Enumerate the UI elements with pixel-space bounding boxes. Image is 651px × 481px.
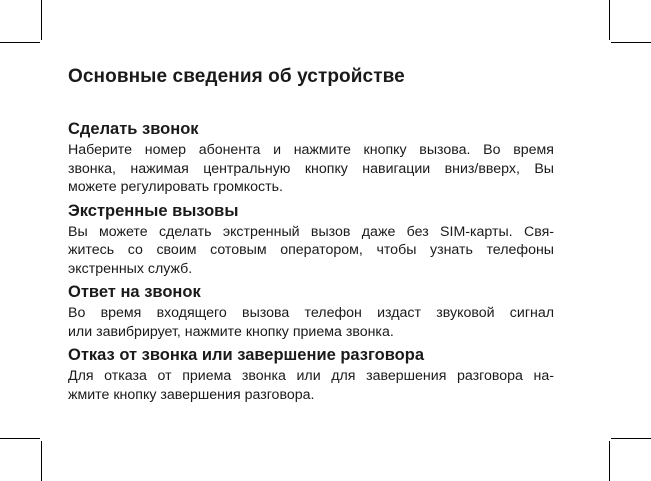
crop-mark-top-left-vertical xyxy=(41,0,42,40)
section-body xyxy=(68,304,554,341)
body-line: житесь со своим сотовым оператором, чтобы узнать телефоны xyxy=(68,242,554,258)
crop-mark-bottom-left-vertical xyxy=(41,441,42,481)
section-heading: Отказ от звонка или завершение разговора xyxy=(68,346,425,364)
section-body xyxy=(68,223,554,279)
body-line: Во время входящего вызова телефон издаст звуковой сигнал xyxy=(68,305,554,321)
section-make-call xyxy=(68,119,554,197)
section-emergency-calls xyxy=(68,201,554,279)
section-body xyxy=(68,141,554,197)
body-line: экстренных служб. xyxy=(68,260,193,277)
manual-content xyxy=(68,119,554,408)
body-line: Наберите номер абонента и нажмите кнопку вызова. Во время xyxy=(68,142,554,158)
crop-mark-top-right-horizontal xyxy=(611,42,651,43)
body-line: можете регулировать громкость. xyxy=(68,179,283,195)
crop-mark-top-right-vertical xyxy=(609,0,610,40)
section-heading: Ответ на звонок xyxy=(68,283,201,301)
body-line: или завибрирует, нажмите кнопку приема звонка. xyxy=(68,323,394,340)
section-body xyxy=(68,367,554,404)
page-title: Основные сведения об устройстве xyxy=(68,66,405,87)
section-heading: Сделать звонок xyxy=(68,120,199,138)
crop-mark-top-left-horizontal xyxy=(0,42,40,43)
crop-mark-bottom-left-horizontal xyxy=(0,438,40,439)
crop-mark-bottom-right-vertical xyxy=(609,441,610,481)
crop-mark-bottom-right-horizontal xyxy=(611,438,651,439)
body-line: жмите кнопку завершения разговора. xyxy=(68,386,315,403)
section-reject-end-call xyxy=(68,345,554,404)
body-line: Для отказа от приема звонка или для завершения разговора на- xyxy=(68,368,554,384)
body-line: Вы можете сделать экстренный вызов даже без SIM-карты. Свя- xyxy=(68,223,554,240)
section-answer-call xyxy=(68,282,554,341)
section-heading: Экстренные вызовы xyxy=(68,201,239,220)
body-line: звонка, нажимая центральную кнопку навигации вниз/вверх, Вы xyxy=(68,160,554,177)
